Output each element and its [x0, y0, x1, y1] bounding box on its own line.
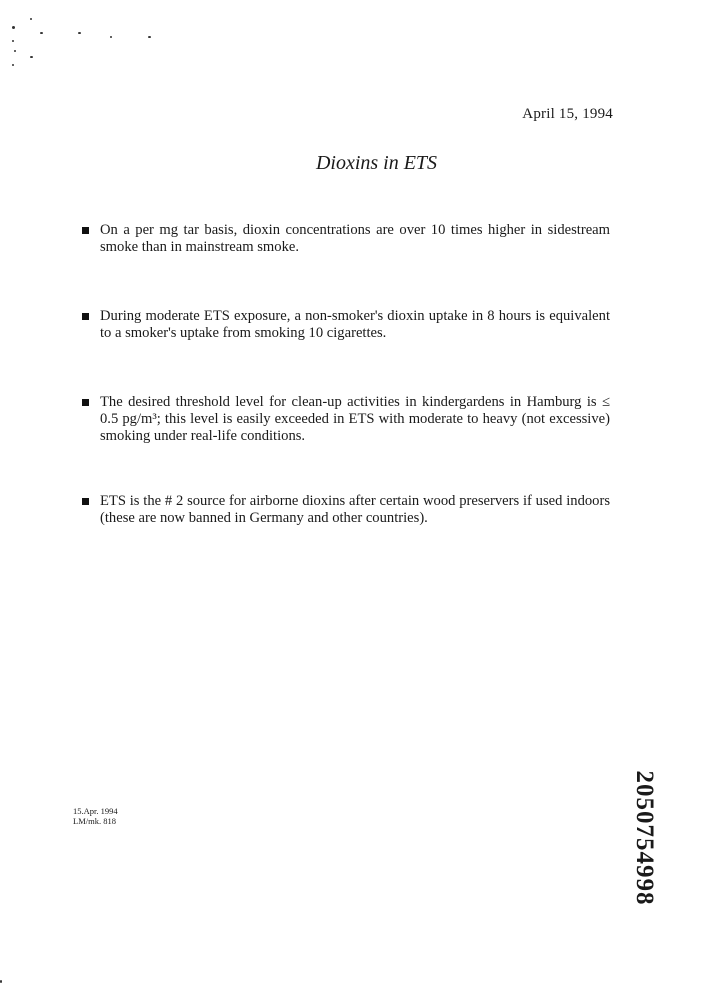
footer-date: 15.Apr. 1994 — [73, 806, 118, 816]
bullet-text: The desired threshold level for clean-up activities in kindergardens in Hamburg is ≤ 0.5 pg/m³; this level is easily exceeded in ETS with moderate to heavy (not excessive) smoking under real-life conditions. — [100, 394, 610, 444]
square-bullet-icon — [82, 498, 89, 505]
bullet-text: During moderate ETS exposure, a non-smoker's dioxin uptake in 8 hours is equivalent to a smoker's uptake from smoking 10 cigarettes. — [100, 308, 610, 341]
bullet-list — [78, 222, 610, 527]
square-bullet-icon — [82, 227, 89, 234]
document-number: 2050754998 — [631, 770, 658, 906]
bullet-text: ETS is the # 2 source for airborne dioxins after certain wood preservers if used indoors (these are now banned in Germany and other countries). — [100, 493, 610, 526]
square-bullet-icon — [82, 313, 89, 320]
document-date: April 15, 1994 — [522, 106, 613, 122]
bullet-item — [78, 222, 610, 256]
square-bullet-icon — [82, 399, 89, 406]
bullet-item — [78, 308, 610, 342]
bullet-item — [78, 493, 610, 527]
bullet-text: On a per mg tar basis, dioxin concentrations are over 10 times higher in sidestream smoke than in mainstream smoke. — [100, 222, 610, 255]
bullet-item — [78, 394, 610, 445]
document-title: Dioxins in ETS — [315, 152, 438, 174]
footer-reference — [73, 806, 118, 826]
footer-code: LM/mk. 818 — [73, 816, 116, 826]
